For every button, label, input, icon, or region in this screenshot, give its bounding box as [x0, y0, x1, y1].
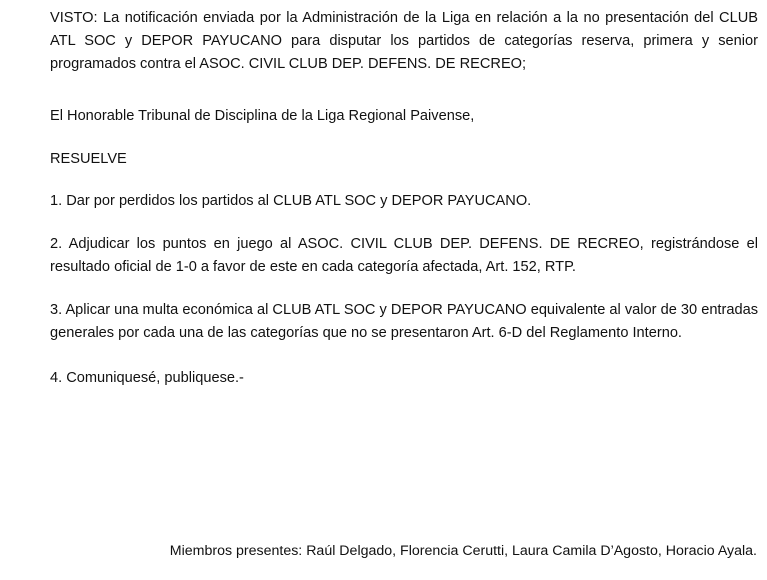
- resolution-item-4: 4. Comuniquesé, publiquese.-: [50, 370, 244, 386]
- resolution-item-3: 3. Aplicar una multa económica al CLUB ATL SOC y DEPOR PAYUCANO equivalente al valor de 30 entradas generales por cada una de las categorías que no se presentaron Art. 6-D del Reglamento Interno.: [50, 302, 758, 341]
- resuelve-heading: RESUELVE: [50, 151, 127, 167]
- resolution-item-1: 1. Dar por perdidos los partidos al CLUB ATL SOC y DEPOR PAYUCANO.: [50, 193, 532, 209]
- tribunal-line: El Honorable Tribunal de Disciplina de la Liga Regional Paivense,: [50, 108, 475, 124]
- visto-paragraph: VISTO: La notificación enviada por la Administración de la Liga en relación a la no presentación del CLUB ATL SOC y DEPOR PAYUCANO para disputar los partidos de categorías reserva, primera y senior programados contra el ASOC. CIVIL CLUB DEP. DEFENS. DE RECREO;: [50, 10, 758, 72]
- resolution-item-2: 2. Adjudicar los puntos en juego al ASOC. CIVIL CLUB DEP. DEFENS. DE RECREO, registrándose el resultado oficial de 1-0 a favor de este en cada categoría afectada, Art. 152, RTP.: [50, 236, 758, 275]
- members-present: Miembros presentes: Raúl Delgado, Florencia Cerutti, Laura Camila D’Agosto, Horacio Ayala.: [169, 543, 757, 559]
